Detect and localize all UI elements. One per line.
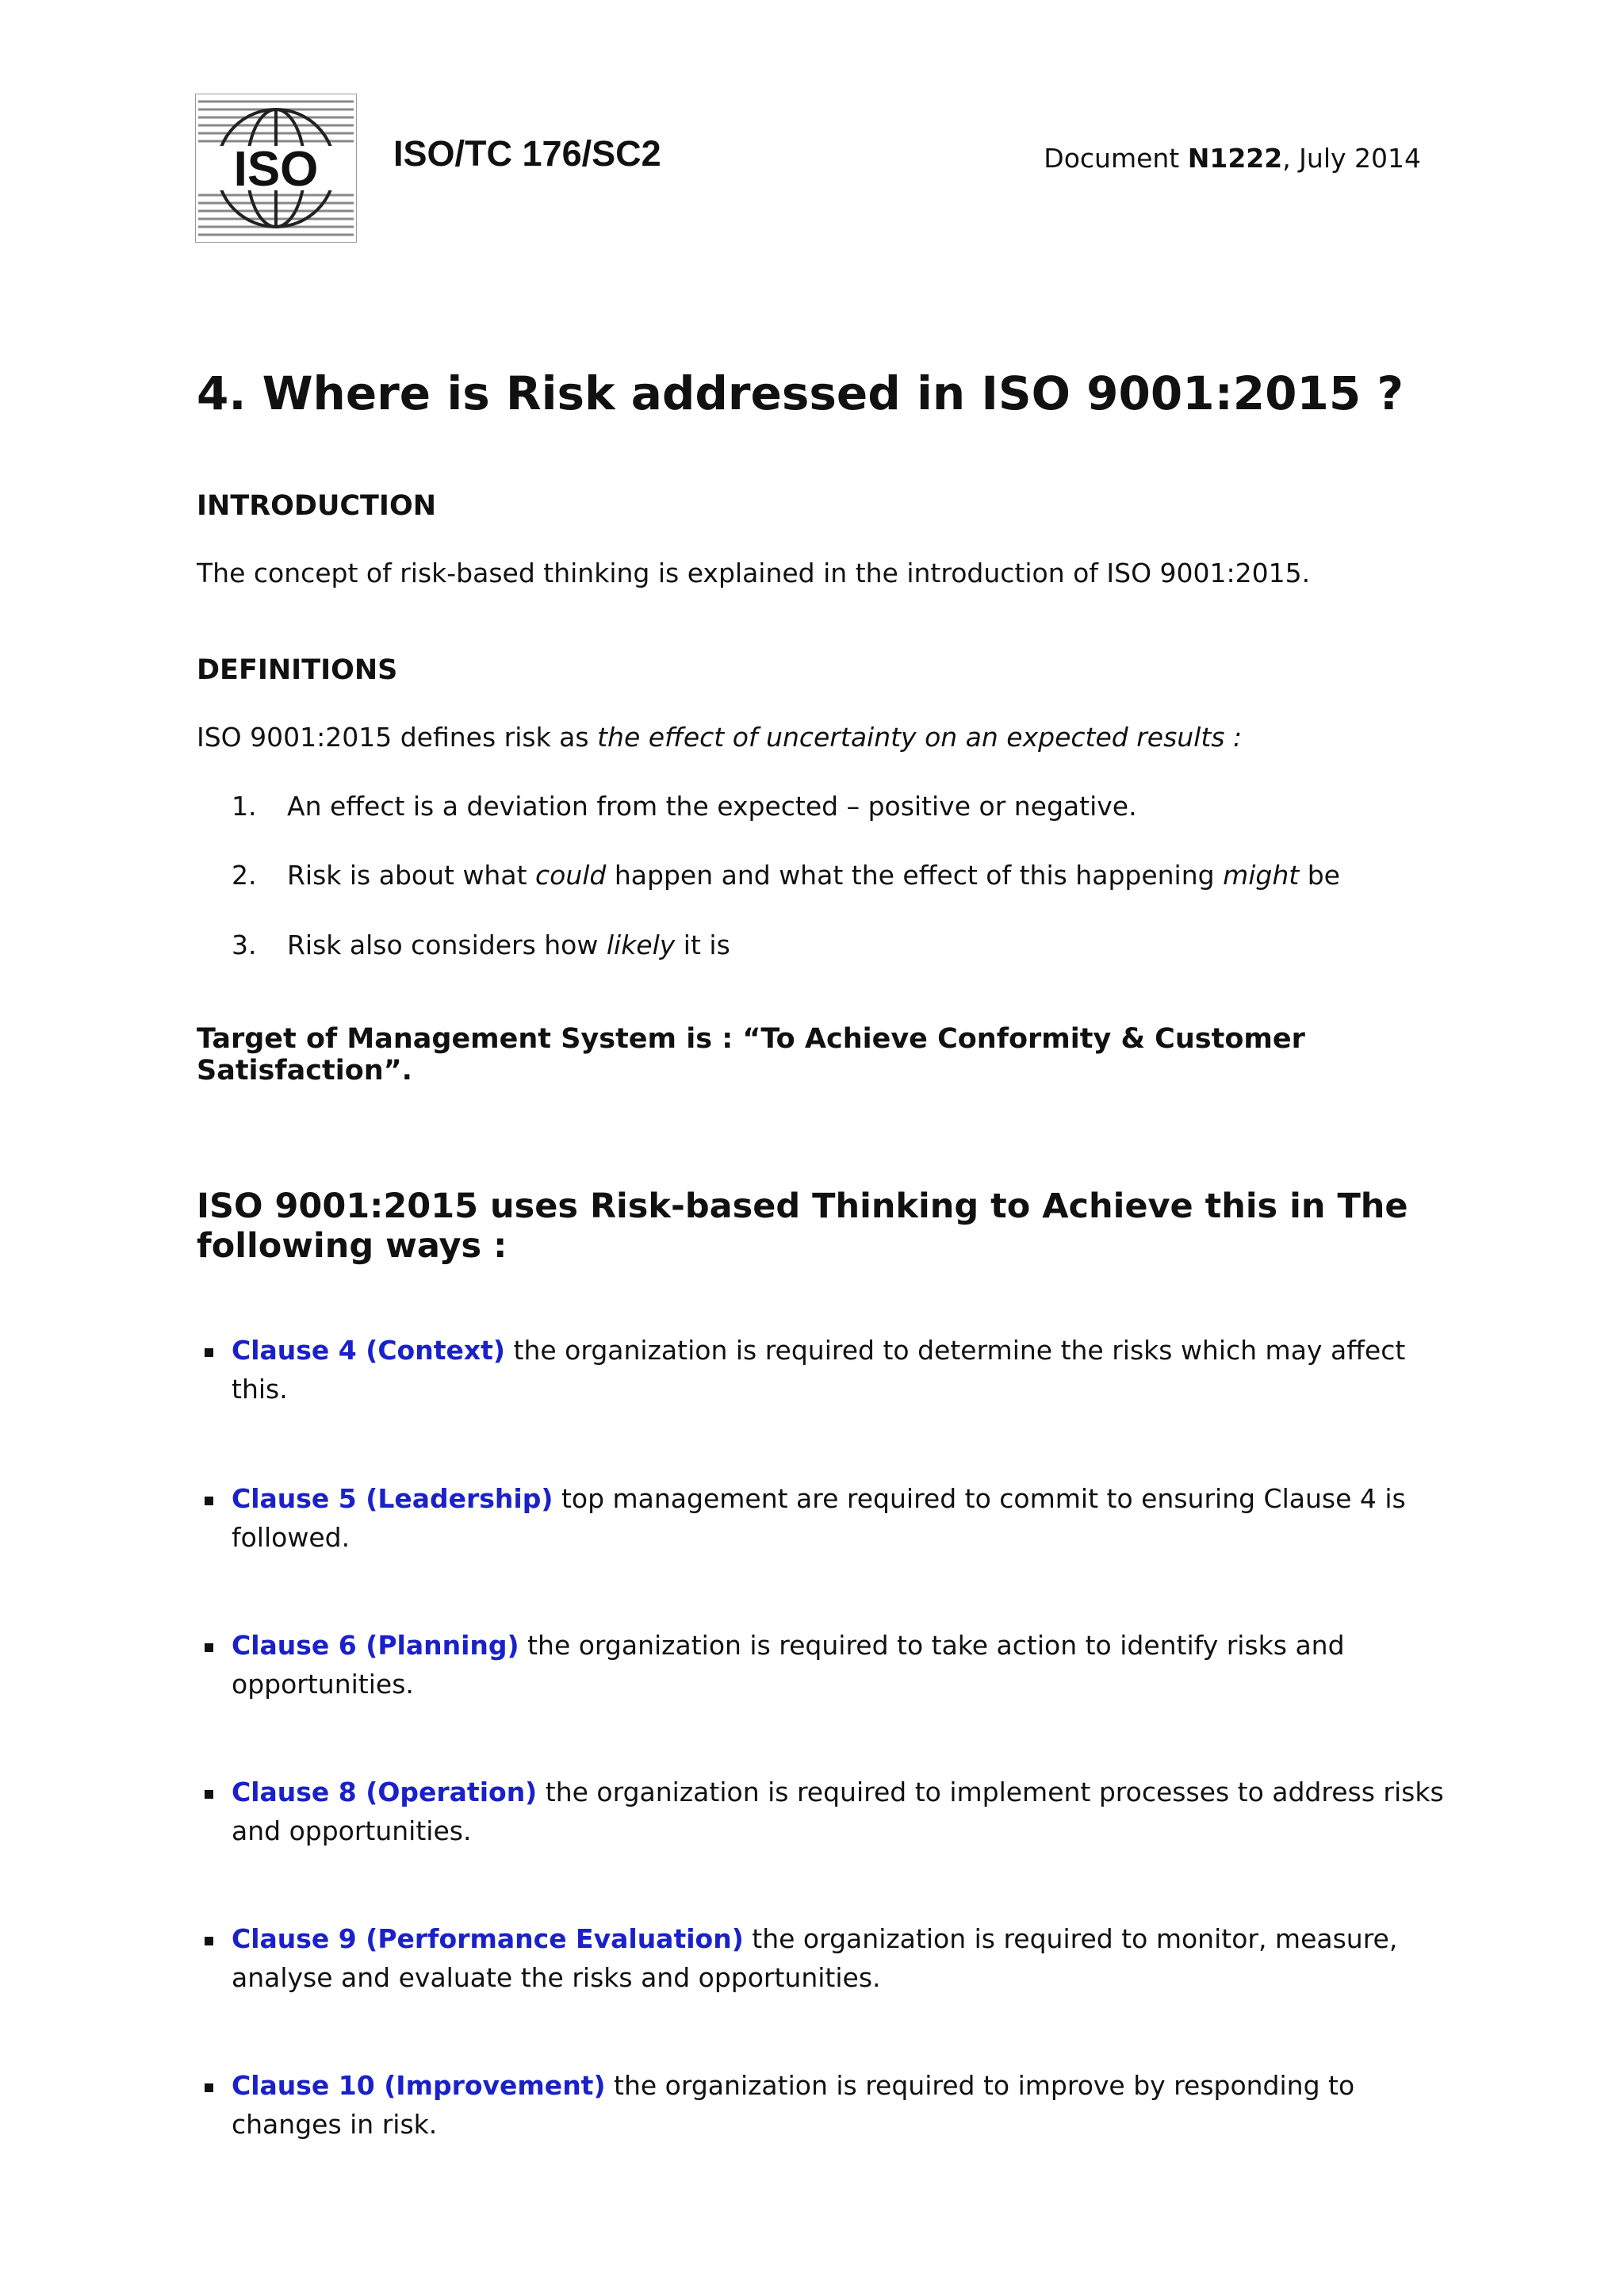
bullet-square-icon — [205, 1790, 213, 1799]
definitions-list — [197, 790, 1450, 961]
definitions-lead-italic: the effect of uncertainty on an expected results : — [597, 721, 1243, 753]
committee-label: ISO/TC 176/SC2 — [393, 133, 661, 174]
list-text: happen and what the effect of this happening — [606, 860, 1224, 891]
clause-text: top management are required to commit to ensuring Clause 4 is followed. — [232, 1482, 1406, 1554]
bullet-square-icon — [205, 2083, 213, 2092]
clause-link[interactable]: Clause 4 (Context) — [232, 1334, 506, 1366]
list-number: 1. — [232, 791, 257, 822]
list-number: 3. — [232, 929, 257, 960]
doc-number: N1222 — [1187, 143, 1283, 174]
clause-link[interactable]: Clause 5 (Leadership) — [232, 1482, 553, 1514]
list-item — [197, 1331, 1450, 1409]
list-item — [197, 859, 1450, 891]
list-italic: might — [1223, 860, 1300, 891]
clause-text: the organization is required to improve by responding to changes in risk. — [232, 2069, 1355, 2141]
list-item — [197, 790, 1450, 822]
clause-link[interactable]: Clause 6 (Planning) — [232, 1629, 519, 1661]
clause-text: the organization is required to implement processes to address risks and opportunities. — [232, 1776, 1444, 1847]
clause-link[interactable]: Clause 9 (Performance Evaluation) — [232, 1922, 744, 1954]
clause-text: the organization is required to monitor, measure, analyse and evaluate the risks and opportunities. — [232, 1922, 1398, 1994]
clause-text: the organization is required to take action to identify risks and opportunities. — [232, 1629, 1345, 1700]
list-item — [197, 1626, 1450, 1704]
list-italic: could — [535, 860, 607, 891]
clause-link[interactable]: Clause 10 (Improvement) — [232, 2069, 606, 2101]
bullet-square-icon — [205, 1937, 213, 1945]
document-reference — [1044, 143, 1421, 174]
page-title: 4. Where is Risk addressed in ISO 9001:2015 ? — [197, 366, 1404, 420]
clause-link[interactable]: Clause 8 (Operation) — [232, 1776, 538, 1807]
list-item — [197, 929, 1450, 961]
iso-logo — [195, 94, 357, 243]
list-text: An effect is a deviation from the expected – positive or negative. — [287, 791, 1137, 822]
list-text: it is — [675, 929, 730, 960]
bullet-square-icon — [205, 1497, 213, 1505]
clauses-list — [197, 1331, 1450, 2145]
definitions-lead — [197, 721, 1450, 753]
definitions-heading: DEFINITIONS — [197, 654, 398, 686]
list-item — [197, 1479, 1450, 1558]
bullet-square-icon — [205, 1348, 213, 1357]
introduction-heading: INTRODUCTION — [197, 489, 436, 522]
list-item — [197, 1773, 1450, 1851]
main-content — [197, 366, 1450, 2145]
list-text: Risk is about what — [287, 860, 536, 891]
ways-heading: ISO 9001:2015 uses Risk-based Thinking to Achieve this in The following ways : — [197, 1186, 1408, 1266]
list-item — [197, 2066, 1450, 2145]
clause-text: the organization is required to determine the risks which may affect this. — [232, 1334, 1406, 1405]
list-text: Risk also considers how — [287, 929, 607, 960]
list-italic: likely — [606, 929, 676, 960]
target-statement: Target of Management System is : “To Achieve Conformity & Customer Satisfaction”. — [197, 1022, 1305, 1087]
introduction-text: The concept of risk-based thinking is explained in the introduction of ISO 9001:2015. — [197, 557, 1311, 588]
list-item — [197, 1919, 1450, 1998]
list-text: be — [1299, 860, 1340, 891]
bullet-square-icon — [205, 1643, 213, 1652]
doc-date: , July 2014 — [1282, 143, 1421, 174]
list-number: 2. — [232, 860, 257, 891]
doc-prefix: Document — [1044, 143, 1188, 174]
logo-text: ISO — [233, 142, 319, 197]
definitions-lead-text: ISO 9001:2015 defines risk as — [197, 721, 598, 753]
